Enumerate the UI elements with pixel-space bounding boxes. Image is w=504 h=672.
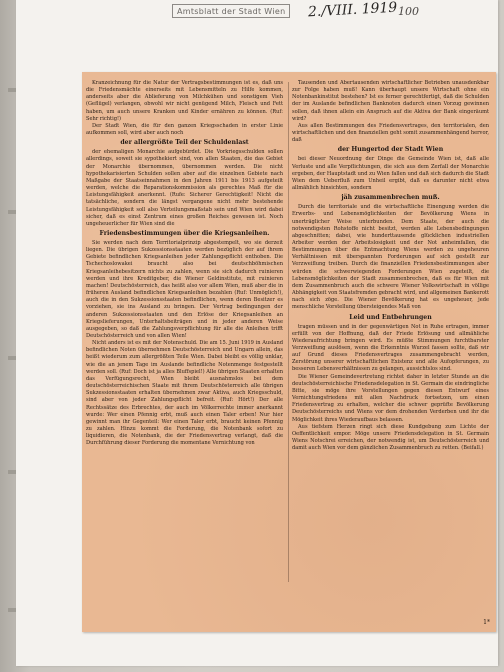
- article-paragraph: Tausenden und Abertausenden wirtschaftlicher Betrieben unausdenkbar zur Folge haben muß! Kann überhaupt unsere Wirtschaft ohne ein Notenbankinstitut bestehen? Ist es ferner gerechtfertigt, daß die Schulden der im Auslande befindlichen Banknoten dadurch einen Vorzug gewinnen sollen, daß ihnen allein ein Anspruch auf die Aktiva der Bank eingeräumt wird?: [292, 80, 489, 122]
- archive-stamp: Amtsblatt der Stadt Wien: [172, 4, 290, 18]
- article-heading: Friedensbestimmungen über die Kriegsanleihen.: [99, 229, 270, 237]
- article-heading: der Hungertod der Stadt Wien: [337, 146, 444, 154]
- handwritten-date: 2./VIII. 1919: [307, 0, 398, 21]
- article-heading: Leid und Entbehrungen: [349, 313, 432, 321]
- article-paragraph: Durch die territoriale und die wirtschaftliche Einengung werden die Erwerbs- und Lebensmöglichkeiten der Bevölkerung Wiens in unerträglicher Weise unterbunden. Dem Staate, der auch die notwendigsten Rohstoffe nicht besitzt, werden alle Lebensbedingungen abgeschnitten; dabei, wie hunderttausende glücklichen industriellen Arbeiter werden der Arbeitslosigkeit und der Not anheimfallen, die Bestimmungen über die Entmachtung Wiens werden zu ungeheuren Verhältnissen mit überspannten Forderungen auf sich gestellt zur Verzweiflung treiben. Durch die finanziellen Friedensbestimmungen aber würden die schwerwiegenden Forderungen Wien zugeteilt, die Lebensmöglichkeiten der Stadt zusammenbrechen, daß es für Wien mit dem Zusammenbruch auch die schwere Wiener Volkswirtschaft in völlige Abhängigkeit von Staatsfremden gebracht wird, und allgemeinen Bankerott nach sich zöge. Die Wiener Bevölkerung hat es ungeheuer, jede menschliche Vorstellung übersteigendes Maß von: [292, 204, 489, 311]
- column-divider: [288, 82, 289, 582]
- newspaper-clipping: [82, 72, 496, 632]
- article-heading: jäh zusammenbrechen muß.: [341, 194, 440, 202]
- article-paragraph: Nicht anders ist es mit der Notenschuld. Die am 15. Juni 1919 in Ausland befindlichen Noten übernehmen Deutschösterreich und Ungarn allein, das heißt wiederum zum allergrößten Teile Wien. Dabei bleibt es völlig unklar, wie die an jenem Tage im Auslande befindliche Notenmenge festgestellt werden soll. (Ruf: Doch ist ja alles Bluffspiel!) Alle übrigen Staaten erhalten das Verfügungsrecht, Wien bleibt ausnahmslos bei dem deutschösterreichischen Staate mit ihrem Deutschösterreich alle übrigen Sukzessionsstaaten erhalten übernehmen zwar Aktiva, auch Kriegsschuld, sind aber von jeder Zahlungspflicht befreit. (Ruf: Hört!) Der alle Rechtssätze des Erbrechtes, der auch im Völkerrechte immer anerkannt wurde: Wer einen Pfennig erbt, muß auch einen Taler erben! Nur hier gewinnt man ihr Gegenteil: Wer einen Taler erbt, braucht keinen Pfennig zu zahlen. Hinzu kommt die Forderung, die Notenbank sofort zu liquidieren, die Notenbank, die der Friedensvertrag verlangt, daß die Durchführung dieser Forderung die momentane Vernichtung von: [86, 340, 283, 447]
- article-paragraph: Der Stadt Wien, die für den ganzen Kriegsschaden in erster Linie aufkommen soll, wird aber auch noch: [86, 122, 283, 137]
- article-column-left: [86, 80, 283, 628]
- article-paragraph: Aus allen Bestimmungen des Friedensvertrages, den territorialen, den wirtschaftlichen und den finanziellen geht somit zusammenhängend hervor, daß: [292, 122, 489, 144]
- article-paragraph: Aus tiefstem Herzen ringt sich diese Kundgebung zum Lichte der Oeffentlichkeit empor. Möge unsere Friedensdelegation in St. Germain Wiens Notschrei erreichen, der notwendig ist, um Deutschösterreich und damit auch Wien vor dem gänzlichen Zusammenbruch zu retten. (Beifall.): [292, 423, 489, 452]
- article-heading: der allergrößte Teil der Schuldenlast: [120, 139, 249, 147]
- article-paragraph: bei dieser Neuordnung der Dinge die Gemeinde Wien ist, daß alle Verluste und alle Verpflichtungen, die sich aus dem Zerfall der Monarchie ergeben, der Hauptstadt und zu Wien fallen und daß sich dadurch die Stadt Wien dem Ueberfluß zum Unheil ergibt, daß es darunter nicht etwa allmählich hinsichten, sondern: [292, 156, 489, 192]
- article-paragraph: Sie werden nach dem Territorialprinzip abgestempelt, wo sie derzeit liegen. Die übrigen Sukzessionsstaaten werden bezüglich der auf ihrem Gebiete befindlichen Kriegsanleihen jeder Zahlungspflicht enthoben. Die Tschechoslowakei braucht also bei deutschböhmischen Kriegsanleihebesitzern nichts zu zahlen, wenn sie sich dadurch ruinieren werden und ihre Kreditgeber, die Wiener Geldinstitute, mit ruinieren machen! Deutschösterreich, das heißt also vor allem Wien, muß aber die in früheren Ausland befindlichen Kriegsanleihen bezahlen (Ruf: Unmöglich!), auch die in den Sukzessionsstaaten befindlichen, wenn deren Besitzer es vorziehen, sie ins Ausland zu bringen. Der Vertrag bedingungen der anderen Sukzessionsstaaten und den Erlöse der Kriegsanleihen an Kriegslieferungen, Unterhaltsbeiträgen und in jeder anderen Weise ausgegeben, so daß die Zahlungsverpflichtung für alle die Anleihen trifft Deutschösterreich und von allen Wien!: [86, 239, 283, 339]
- article-paragraph: Kranzeichnung für die Natur der Vertragsbestimmungen ist es, daß uns die Friedensmächte einerseits mit Lebensmitteln zu Hilfe kommen, anderseits aber die Ablieferung von Milchkühen und sonstigem Vieh (Geflügel) verlangen, obwohl wir nicht genügend Milch, Fleisch und Fett haben, um auch unsere Kranken und Kinder ernähren zu können. (Ruf: Sehr richtig!): [86, 80, 283, 122]
- clipping-sign-off: 1*: [483, 619, 490, 626]
- article-paragraph: der ehemaligen Monarchie aufgebürdet. Die Vorkriegsschulden sollen allerdings, soweit sie sypothekiert sind, von allen Staaten, die das Gebiet der Monarchie übernommen, übernommen werden. Die nicht hypothekarisierten Schulden sollen aber auf die einzelnen Gebiete nach Maßgabe der Staatseinnahmen in den Jahren 1911 bis 1913 aufgeteilt werden, welche die Reparationskommission als gerechtes Maß für die Leistungsfähigkeit anerkennt. (Rufe: Sicherer Gerechtigkeit! Nicht die tatsächliche, sondern die längst vergangene nicht mehr bestehende Leistungsfähigkeit soll also Verteilungsmaßstab sein und Wien wird dabei sicher, daß es einst Zentrum eines großen Reiches gewesen ist. Noch ungeheuerlicher für Wien sind die: [86, 149, 283, 227]
- article-column-right: [292, 80, 489, 628]
- article-paragraph: tragen müssen und in der gegenwärtigen Not in Ruhe ertragen, immer erfüllt von der Hoffnung, daß der Friede Erlösung und allmähliche Wiederaufrichtung bringen wird. Es müßte Stimmungen furchtbarster Verzweiflung auslösen, wenn die Erkenntnis Wurzel fassen sollte, daß wir auf Grund dieses Friedensvertrages zusammengebracht werden, Zerstörung unserer wirtschaftlichen Existenz und alle Aufopferungen, zu besseren Lebensverhältnissen zu gelangen, aussichtslos sind.: [292, 323, 489, 373]
- article-paragraph: Die Wiener Gemeindevertretung richtet daher in letzter Stunde an die deutschösterreichische Friedensdelegation in St. Germain die eindringliche Bitte, sie möge ihre Vorstellungen gegen diesen Entwurf eines Vernichtungsfriedens mit allen Nachdruck fortsetzen, um einen Friedensvertrag zu erhalten, welcher die schwer geprüfte Bevölkerung Deutschösterreichs und Wiens vor dem drohenden Verderben und ihr die Möglichkeit ihres Wiederaufbaus belassen.: [292, 373, 489, 423]
- handwritten-page-number: 100: [398, 5, 419, 18]
